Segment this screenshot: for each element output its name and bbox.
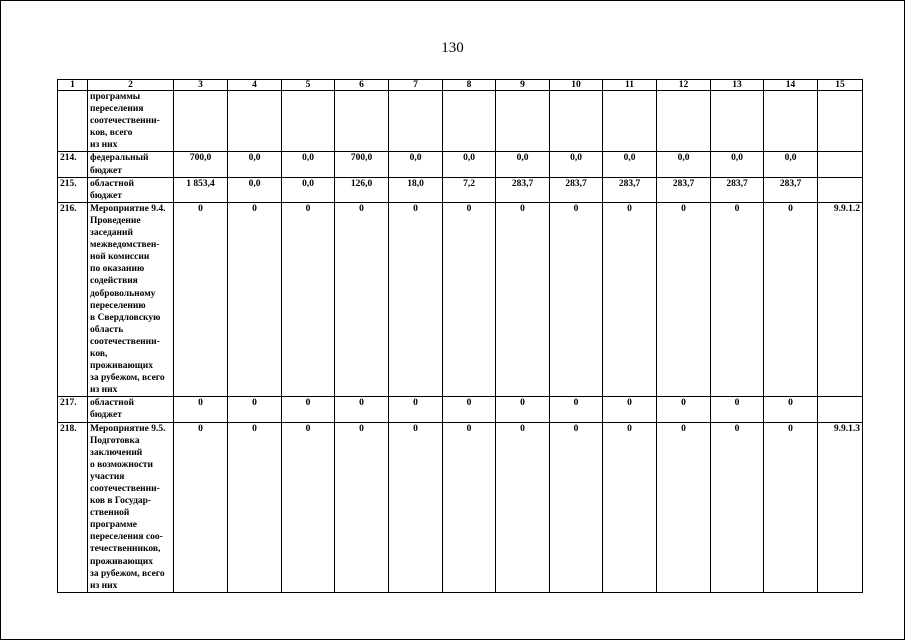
value-cell-col-14: 0	[764, 202, 818, 397]
value-cell-col-13: 0	[711, 397, 764, 422]
row-name	[88, 152, 174, 177]
data-table	[57, 79, 863, 593]
target-code: 9.9.1.2	[818, 202, 863, 397]
value-cell-col-4: 0	[228, 202, 282, 397]
column-header-12: 12	[657, 80, 711, 91]
value-cell-col-3: 0	[174, 422, 228, 592]
row-number: 216.	[58, 202, 88, 397]
value-cell-col-7: 0	[389, 202, 443, 397]
value-cell-col-7	[389, 91, 443, 152]
table-row	[58, 397, 863, 422]
row-name-line: Подготовка	[90, 435, 140, 446]
row-name-line: ков, всего	[90, 128, 133, 139]
row-name-line: из них	[90, 385, 118, 396]
row-name-line: из них	[90, 580, 118, 591]
value-cell-col-12: 0,0	[657, 152, 711, 177]
row-name-line: по оказанию	[90, 264, 145, 275]
row-name-line: ственной	[90, 508, 130, 519]
page-number: 130	[441, 40, 464, 56]
row-name-line: проживающих	[90, 556, 154, 567]
value-cell-col-10: 0	[550, 397, 603, 422]
value-cell-col-5: 0	[282, 397, 335, 422]
row-name-line: переселения	[90, 104, 144, 115]
row-name	[88, 202, 174, 397]
value-cell-col-14: 283,7	[764, 177, 818, 202]
row-name-line: переселения соо-	[90, 532, 163, 543]
value-cell-col-6: 0	[335, 422, 389, 592]
value-cell-col-8: 0	[443, 202, 496, 397]
column-header-15: 15	[818, 80, 863, 91]
value-cell-col-9	[496, 91, 550, 152]
value-cell-col-6: 0	[335, 202, 389, 397]
value-cell-col-4: 0	[228, 422, 282, 592]
value-cell-col-7: 0,0	[389, 152, 443, 177]
row-name-line: в Свердловскую	[90, 312, 161, 323]
row-name-line: проживающих	[90, 361, 154, 372]
column-header-7: 7	[389, 80, 443, 91]
value-cell-col-4: 0	[228, 397, 282, 422]
row-name-line: добровольному	[90, 288, 156, 299]
table-row	[58, 91, 863, 152]
row-name-line: из них	[90, 140, 118, 151]
table-row	[58, 202, 863, 397]
target-code	[818, 177, 863, 202]
value-cell-col-13: 0	[711, 202, 764, 397]
table-row	[58, 152, 863, 177]
row-name-line: соотечественни-	[90, 336, 160, 347]
column-header-3: 3	[174, 80, 228, 91]
value-cell-col-9: 0	[496, 202, 550, 397]
column-header-6: 6	[335, 80, 389, 91]
value-cell-col-9: 0	[496, 422, 550, 592]
target-code	[818, 152, 863, 177]
row-name-line: ной комиссии	[90, 252, 150, 263]
row-name-line: область	[90, 324, 124, 335]
row-name-line: Мероприятие 9.5.	[90, 423, 166, 434]
value-cell-col-6	[335, 91, 389, 152]
value-cell-col-7: 0	[389, 422, 443, 592]
column-header-13: 13	[711, 80, 764, 91]
row-name-line: за рубежом, всего	[90, 568, 165, 579]
value-cell-col-4: 0,0	[228, 177, 282, 202]
row-name-line: течественников,	[90, 544, 161, 555]
row-name-line: за рубежом, всего	[90, 373, 165, 384]
value-cell-col-14: 0,0	[764, 152, 818, 177]
value-cell-col-5: 0,0	[282, 152, 335, 177]
value-cell-col-6: 0	[335, 397, 389, 422]
value-cell-col-10: 0,0	[550, 152, 603, 177]
table-body	[58, 91, 863, 593]
column-header-5: 5	[282, 80, 335, 91]
value-cell-col-3: 0	[174, 202, 228, 397]
value-cell-col-8: 7,2	[443, 177, 496, 202]
value-cell-col-10: 0	[550, 422, 603, 592]
value-cell-col-5: 0	[282, 422, 335, 592]
value-cell-col-4	[228, 91, 282, 152]
row-name-line: ков,	[90, 348, 108, 359]
row-name	[88, 397, 174, 422]
column-header-4: 4	[228, 80, 282, 91]
value-cell-col-12: 0	[657, 422, 711, 592]
column-header-8: 8	[443, 80, 496, 91]
value-cell-col-14: 0	[764, 422, 818, 592]
value-cell-col-5: 0,0	[282, 177, 335, 202]
value-cell-col-13: 283,7	[711, 177, 764, 202]
value-cell-col-11: 283,7	[603, 177, 657, 202]
value-cell-col-6: 700,0	[335, 152, 389, 177]
value-cell-col-8: 0	[443, 397, 496, 422]
row-name-line: федеральный	[90, 153, 149, 164]
value-cell-col-9: 283,7	[496, 177, 550, 202]
table-row	[58, 177, 863, 202]
value-cell-col-3: 1 853,4	[174, 177, 228, 202]
column-header-1: 1	[58, 80, 88, 91]
row-number	[58, 91, 88, 152]
value-cell-col-4: 0,0	[228, 152, 282, 177]
target-code: 9.9.1.3	[818, 422, 863, 592]
value-cell-col-11: 0	[603, 397, 657, 422]
value-cell-col-12	[657, 91, 711, 152]
column-header-11: 11	[603, 80, 657, 91]
value-cell-col-11: 0	[603, 202, 657, 397]
target-code	[818, 397, 863, 422]
value-cell-col-13: 0	[711, 422, 764, 592]
row-name-line: областной	[90, 398, 134, 409]
row-name-line: программы	[90, 92, 141, 102]
row-name-line: соотечественни-	[90, 484, 160, 494]
value-cell-col-7: 18,0	[389, 177, 443, 202]
row-name-line: переселению	[90, 300, 146, 311]
value-cell-col-8	[443, 91, 496, 152]
row-number: 214.	[58, 152, 88, 177]
value-cell-col-12: 283,7	[657, 177, 711, 202]
row-name-line: о возможности	[90, 459, 153, 470]
row-name-line: бюджет	[90, 190, 122, 201]
row-name-line: Проведение	[90, 215, 141, 226]
value-cell-col-10	[550, 91, 603, 152]
value-cell-col-3: 700,0	[174, 152, 228, 177]
row-number: 217.	[58, 397, 88, 422]
value-cell-col-10: 0	[550, 202, 603, 397]
value-cell-col-12: 0	[657, 202, 711, 397]
row-name-line: областной	[90, 178, 134, 189]
value-cell-col-14: 0	[764, 397, 818, 422]
row-name-line: бюджет	[90, 165, 122, 176]
row-name-line: программе	[90, 520, 138, 531]
value-cell-col-9: 0	[496, 397, 550, 422]
target-code	[818, 91, 863, 152]
column-header-2: 2	[88, 80, 174, 91]
value-cell-col-9: 0,0	[496, 152, 550, 177]
value-cell-col-5	[282, 91, 335, 152]
row-name-line: Мероприятие 9.4.	[90, 203, 166, 214]
value-cell-col-6: 126,0	[335, 177, 389, 202]
column-header-10: 10	[550, 80, 603, 91]
value-cell-col-7: 0	[389, 397, 443, 422]
value-cell-col-14	[764, 91, 818, 152]
row-name-line: заседаний	[90, 228, 133, 239]
row-name	[88, 91, 174, 152]
row-name-line: соотечественни-	[90, 116, 160, 127]
value-cell-col-8: 0,0	[443, 152, 496, 177]
row-number: 215.	[58, 177, 88, 202]
row-name-line: участия	[90, 471, 125, 482]
row-name	[88, 422, 174, 592]
row-name-line: заключений	[90, 447, 143, 458]
value-cell-col-8: 0	[443, 422, 496, 592]
row-name-line: содействия	[90, 276, 138, 287]
header-row	[58, 80, 863, 91]
row-name-line: ков в Государ-	[90, 496, 152, 507]
row-name-line: бюджет	[90, 410, 122, 421]
column-header-14: 14	[764, 80, 818, 91]
column-header-9: 9	[496, 80, 550, 91]
row-name	[88, 177, 174, 202]
value-cell-col-3	[174, 91, 228, 152]
value-cell-col-11: 0,0	[603, 152, 657, 177]
value-cell-col-5: 0	[282, 202, 335, 397]
row-number: 218.	[58, 422, 88, 592]
value-cell-col-3: 0	[174, 397, 228, 422]
value-cell-col-11	[603, 91, 657, 152]
value-cell-col-13: 0,0	[711, 152, 764, 177]
row-name-line: межведомствен-	[90, 240, 160, 251]
value-cell-col-10: 283,7	[550, 177, 603, 202]
value-cell-col-13	[711, 91, 764, 152]
value-cell-col-12: 0	[657, 397, 711, 422]
table-row	[58, 422, 863, 592]
value-cell-col-11: 0	[603, 422, 657, 592]
